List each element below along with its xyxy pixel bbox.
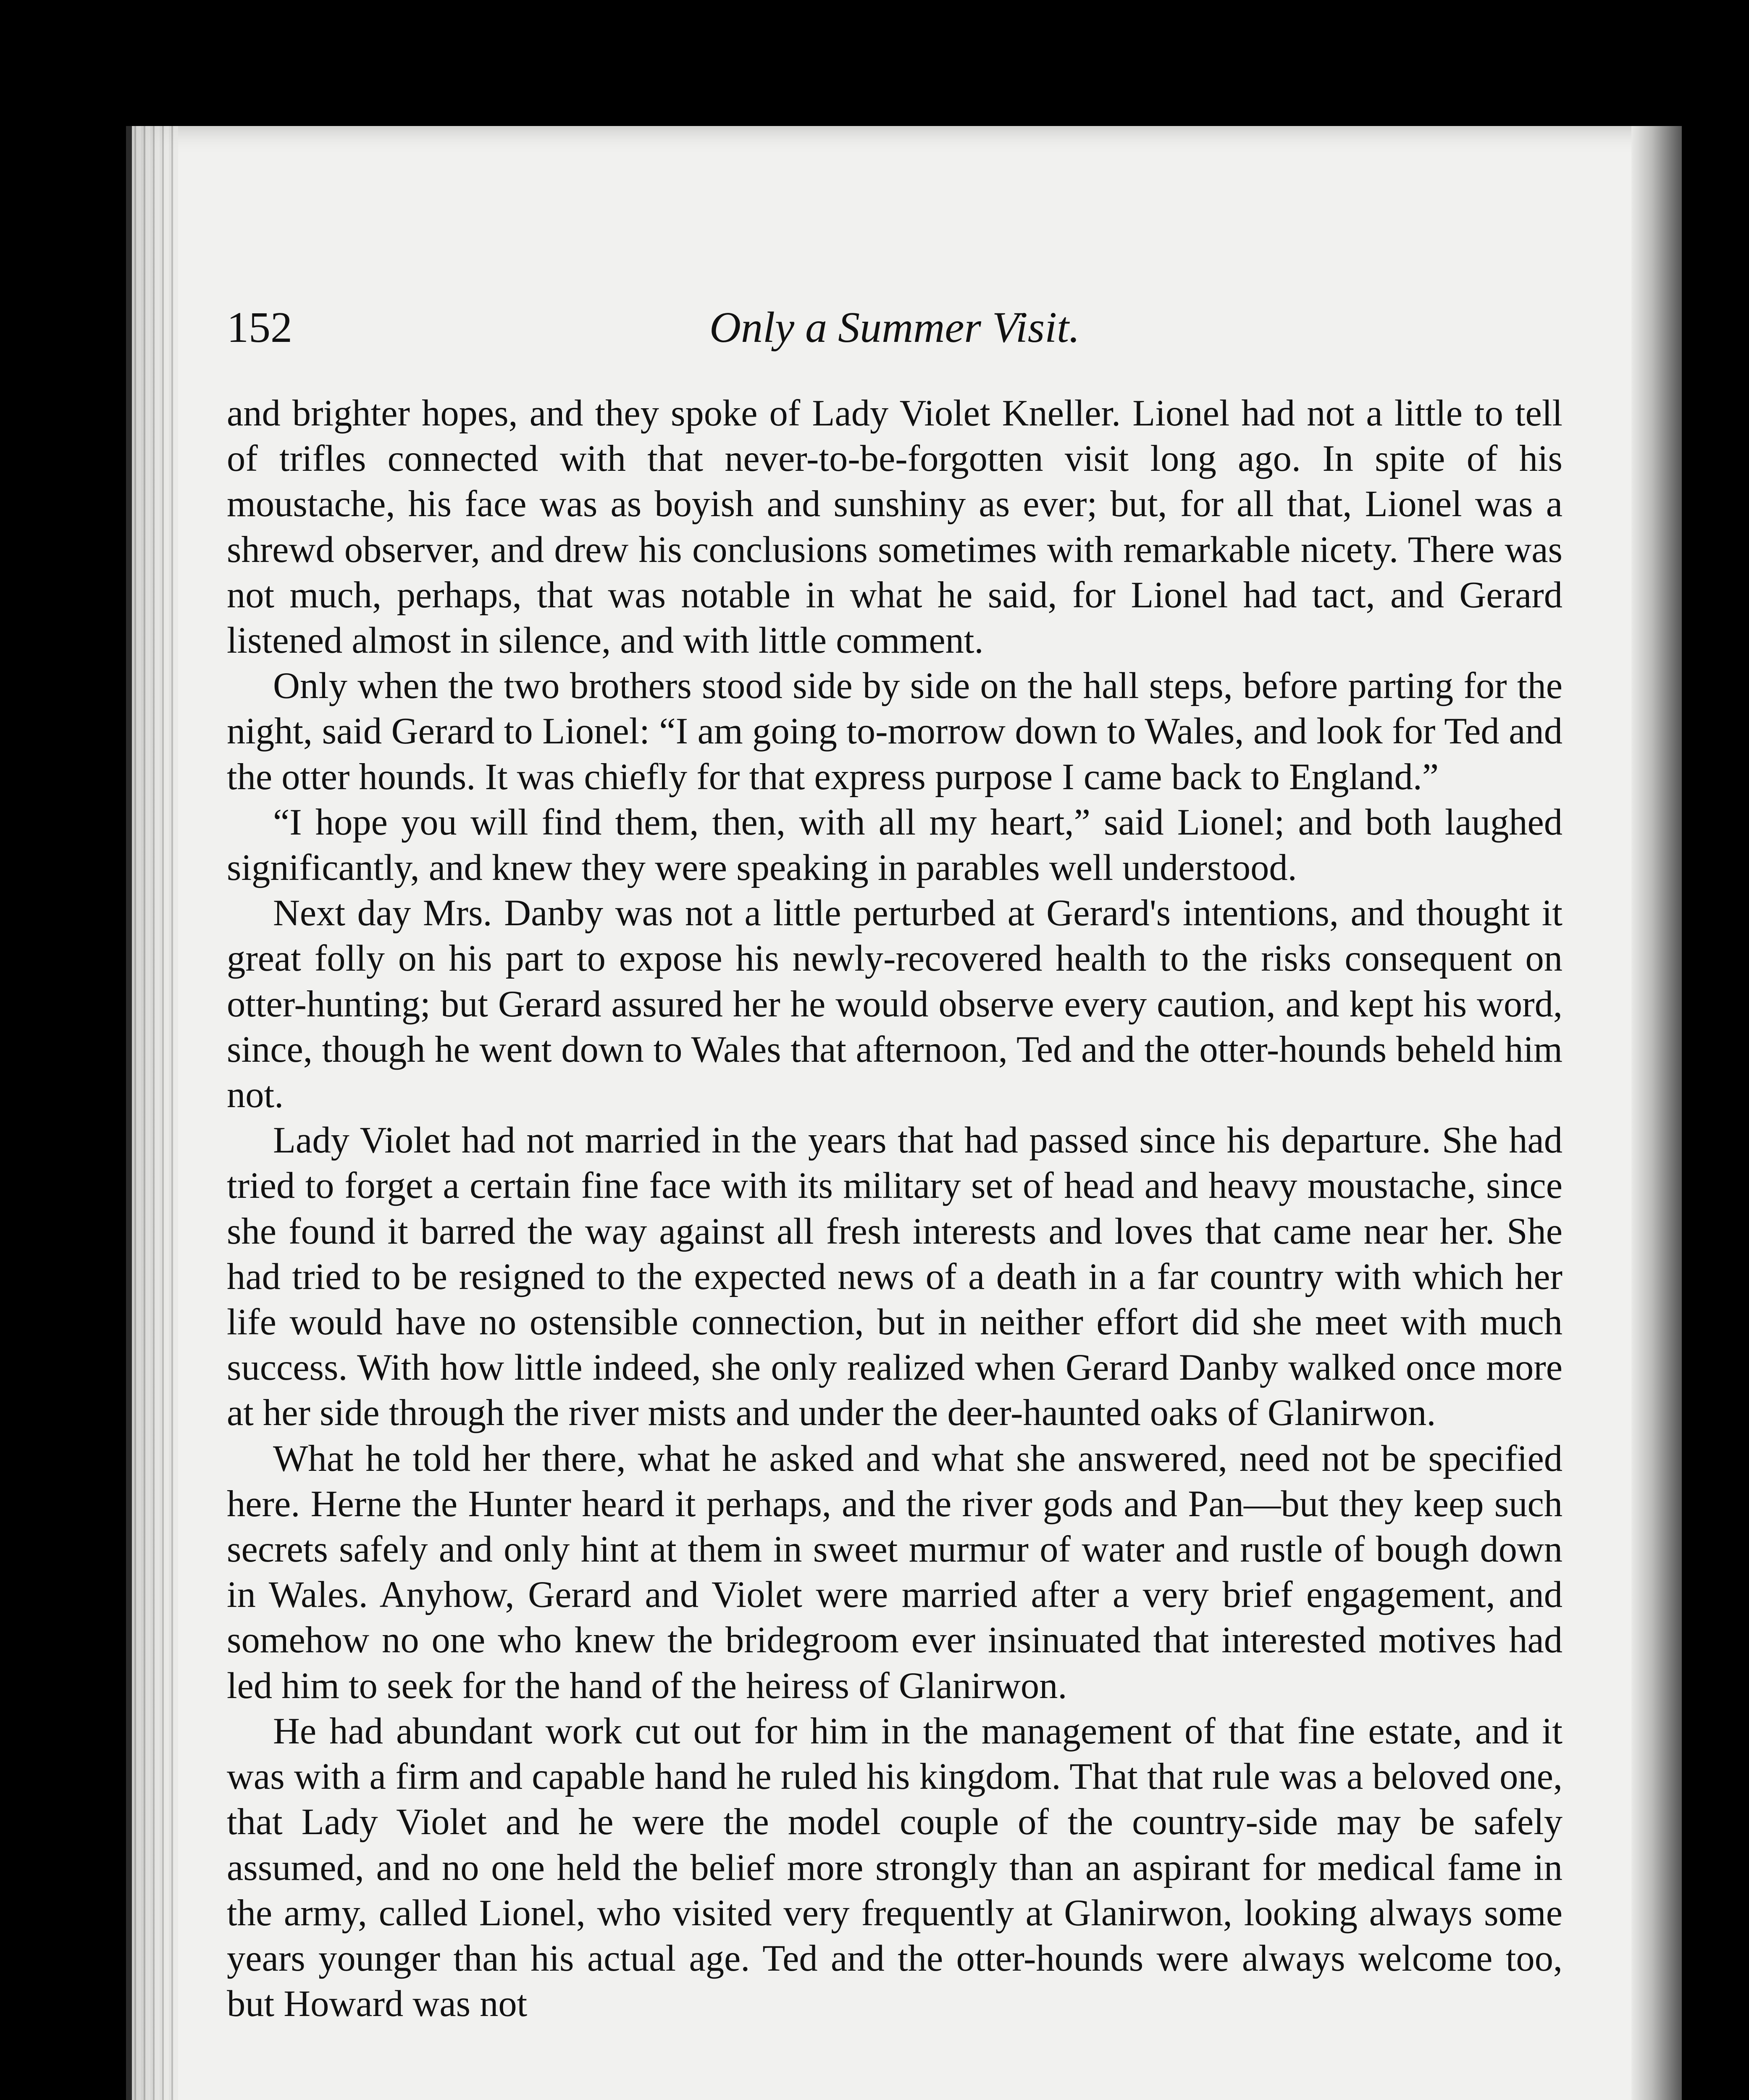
paragraph: and brighter hopes, and they spoke of Lady Violet Kneller. Lionel had not a little to tell of trifles connected with that never-to-be-forgotten visit long ago. In spite of his moustache, his face was as boyish and sunshiny as ever; but, for all that, Lionel was a shrewd observer, and drew his conclusions sometimes with remarkable nicety. There was not much, perhaps, that was notable in what he said, for Lionel had tact, and Gerard listened almost in silence, and with little comment. (227, 393, 1563, 662)
page-number: 152 (227, 303, 292, 352)
paragraph: Next day Mrs. Danby was not a little perturbed at Gerard's intentions, and thought it great folly on his part to expose his newly-recovered health to the risks consequent on otter-hunting; but Gerard assured her he would observe every caution, and kept his word, since, though he went down to Wales that afternoon, Ted and the otter-hounds beheld him not. (227, 892, 1563, 1116)
page-edge-shadow (1631, 126, 1682, 2100)
paragraph: “I hope you will find them, then, with all my heart,” said Lionel; and both laughed significantly, and knew they were speaking in parables well understood. (227, 801, 1563, 889)
paragraph: He had abundant work cut out for him in the management of that fine estate, and it was with a firm and capable hand he ruled his kingdom. That that rule was a beloved one, that Lady Violet and he were the model couple of the country-side may be safely assumed, and no one held the belief more strongly than an aspirant for medical fame in the army, called Lionel, who visited very frequently at Glanirwon, looking always some years younger than his actual age. Ted and the otter-hounds were always welcome too, but Howard was not (227, 1710, 1563, 2025)
paragraph: What he told her there, what he asked and what she answered, need not be specified here. Herne the Hunter heard it perhaps, and the river gods and Pan—but they keep such secrets safely and only hint at them in sweet murmur of water and rustle of bough down in Wales. Anyhow, Gerard and Violet were married after a very brief engagement, and somehow no one who knew the bridegroom ever insinuated that interested motives had led him to seek for the hand of the heiress of Glanirwon. (227, 1438, 1563, 1706)
page-header (227, 302, 1563, 361)
running-title: Only a Summer Visit. (709, 303, 1080, 352)
body-text (227, 391, 1563, 2026)
paragraph: Lady Violet had not married in the years that had passed since his departure. She had tried to forget a certain fine face with its military set of head and heavy moustache, since she found it barred the way against all fresh interests and loves that came near her. She had tried to be resigned to the expected news of a death in a far country with which her life would have no ostensible connection, but in neither effort did she meet with much success. With how little indeed, she only realized when Gerard Danby walked once more at her side through the river mists and under the deer-haunted oaks of Glanirwon. (227, 1120, 1563, 1434)
page-gutter (132, 126, 178, 2100)
paragraph: Only when the two brothers stood side by side on the hall steps, before parting for the night, said Gerard to Lionel: “I am going to-morrow down to Wales, and look for Ted and the otter hounds. It was chiefly for that express purpose I came back to England.” (227, 665, 1563, 798)
